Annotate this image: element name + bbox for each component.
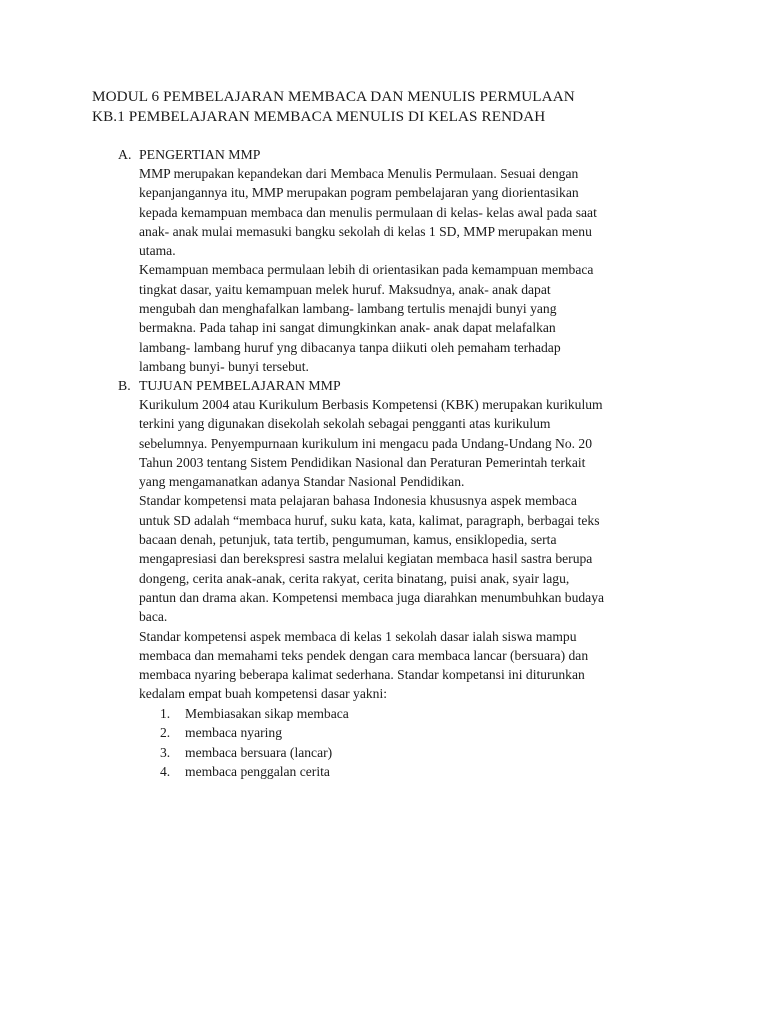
- text-line: bacaan denah, petunjuk, tata tertib, pengumuman, kamus, ensiklopedia, serta: [139, 532, 557, 548]
- section-b-letter: B.: [118, 378, 131, 393]
- text-line: mengubah dan menghafalkan lambang- lambang tertulis menajdi bunyi yang: [139, 301, 557, 317]
- section-a-letter: A.: [118, 147, 132, 162]
- text-line: membaca nyaring beberapa kalimat sederhana. Standar kompetansi ini diturunkan: [139, 667, 585, 683]
- text-line: Standar kompetensi mata pelajaran bahasa Indonesia khususnya aspek membaca: [139, 493, 577, 509]
- text-line: dongeng, cerita anak-anak, cerita rakyat, cerita binatang, puisi anak, syair lagu,: [139, 570, 570, 586]
- text-line: anak- anak mulai memasuki bangku sekolah di kelas 1 SD, MMP merupakan menu: [139, 223, 592, 239]
- list-number: 4.: [160, 763, 171, 779]
- list-item-text: Membiasakan sikap membaca: [185, 706, 349, 721]
- text-line: utama.: [139, 243, 176, 259]
- list-number: 3.: [160, 744, 171, 760]
- text-line: Kemampuan membaca permulaan lebih di orientasikan pada kemampuan membaca: [139, 262, 594, 278]
- text-line: membaca dan memahami teks pendek dengan cara membaca lancar (bersuara) dan: [139, 647, 589, 663]
- document-title-line-2: KB.1 PEMBELAJARAN MEMBACA MENULIS DI KELAS RENDAH: [92, 108, 546, 125]
- text-line: sebelumnya. Penyempurnaan kurikulum ini mengacu pada Undang-Undang No. 20: [139, 435, 593, 451]
- list-item: [160, 723, 349, 742]
- text-line: bermakna. Pada tahap ini sangat dimungkinkan anak- anak dapat melafalkan: [139, 320, 556, 336]
- section-a-title: PENGERTIAN MMP: [139, 147, 261, 162]
- text-line: tingkat dasar, yaitu kemampuan melek huruf. Maksudnya, anak- anak dapat: [139, 281, 551, 297]
- text-line: pantun dan drama akan. Kompetensi membaca juga diarahkan menumbuhkan budaya: [139, 589, 605, 605]
- list-item-text: membaca bersuara (lancar): [185, 744, 333, 760]
- text-line: lambang bunyi- bunyi tersebut.: [139, 358, 309, 374]
- list-number: 2.: [160, 725, 171, 741]
- section-a-body: [139, 164, 679, 376]
- competency-list: [160, 704, 349, 781]
- text-line: baca.: [139, 609, 168, 625]
- section-b-body: [139, 395, 679, 704]
- list-number: 1.: [160, 706, 171, 721]
- document-title-line-1: MODUL 6 PEMBELAJARAN MEMBACA DAN MENULIS PERMULAAN: [92, 88, 575, 105]
- list-item-text: membaca penggalan cerita: [185, 763, 330, 779]
- text-line: Standar kompetensi aspek membaca di kelas 1 sekolah dasar ialah siswa mampu: [139, 628, 577, 644]
- list-item: [160, 743, 349, 762]
- list-item: [160, 704, 349, 723]
- section-b-title: TUJUAN PEMBELAJARAN MMP: [139, 378, 341, 393]
- text-line: lambang- lambang huruf yng dibacanya tanpa diikuti oleh pemaham terhadap: [139, 339, 561, 355]
- text-line: yang mengamanatkan adanya Standar Nasional Pendidikan.: [139, 474, 465, 490]
- section-a-heading: [118, 145, 260, 164]
- text-line: Kurikulum 2004 atau Kurikulum Berbasis Kompetensi (KBK) merupakan kurikulum: [139, 397, 603, 412]
- text-line: Tahun 2003 tentang Sistem Pendidikan Nasional dan Peraturan Pemerintah terkait: [139, 454, 586, 470]
- text-line: terkini yang digunakan disekolah sekolah sebagai pengganti atas kurikulum: [139, 416, 551, 432]
- text-line: MMP merupakan kepandekan dari Membaca Menulis Permulaan. Sesuai dengan: [139, 166, 579, 181]
- text-line: kedalam empat buah kompetensi dasar yakni:: [139, 686, 388, 702]
- list-item-text: membaca nyaring: [185, 725, 283, 741]
- text-line: kepanjangannya itu, MMP merupakan pogram pembelajaran yang diorientasikan: [139, 185, 579, 201]
- text-line: mengapresiasi dan berekspresi sastra melalui kegiatan membaca hasil sastra berupa: [139, 551, 593, 567]
- text-line: kepada kemampuan membaca dan menulis permulaan di kelas- kelas awal pada saat: [139, 204, 597, 220]
- list-item: [160, 762, 349, 781]
- text-line: untuk SD adalah “membaca huruf, suku kata, kata, kalimat, paragraph, berbagai teks: [139, 512, 600, 528]
- section-b-heading: [118, 376, 341, 395]
